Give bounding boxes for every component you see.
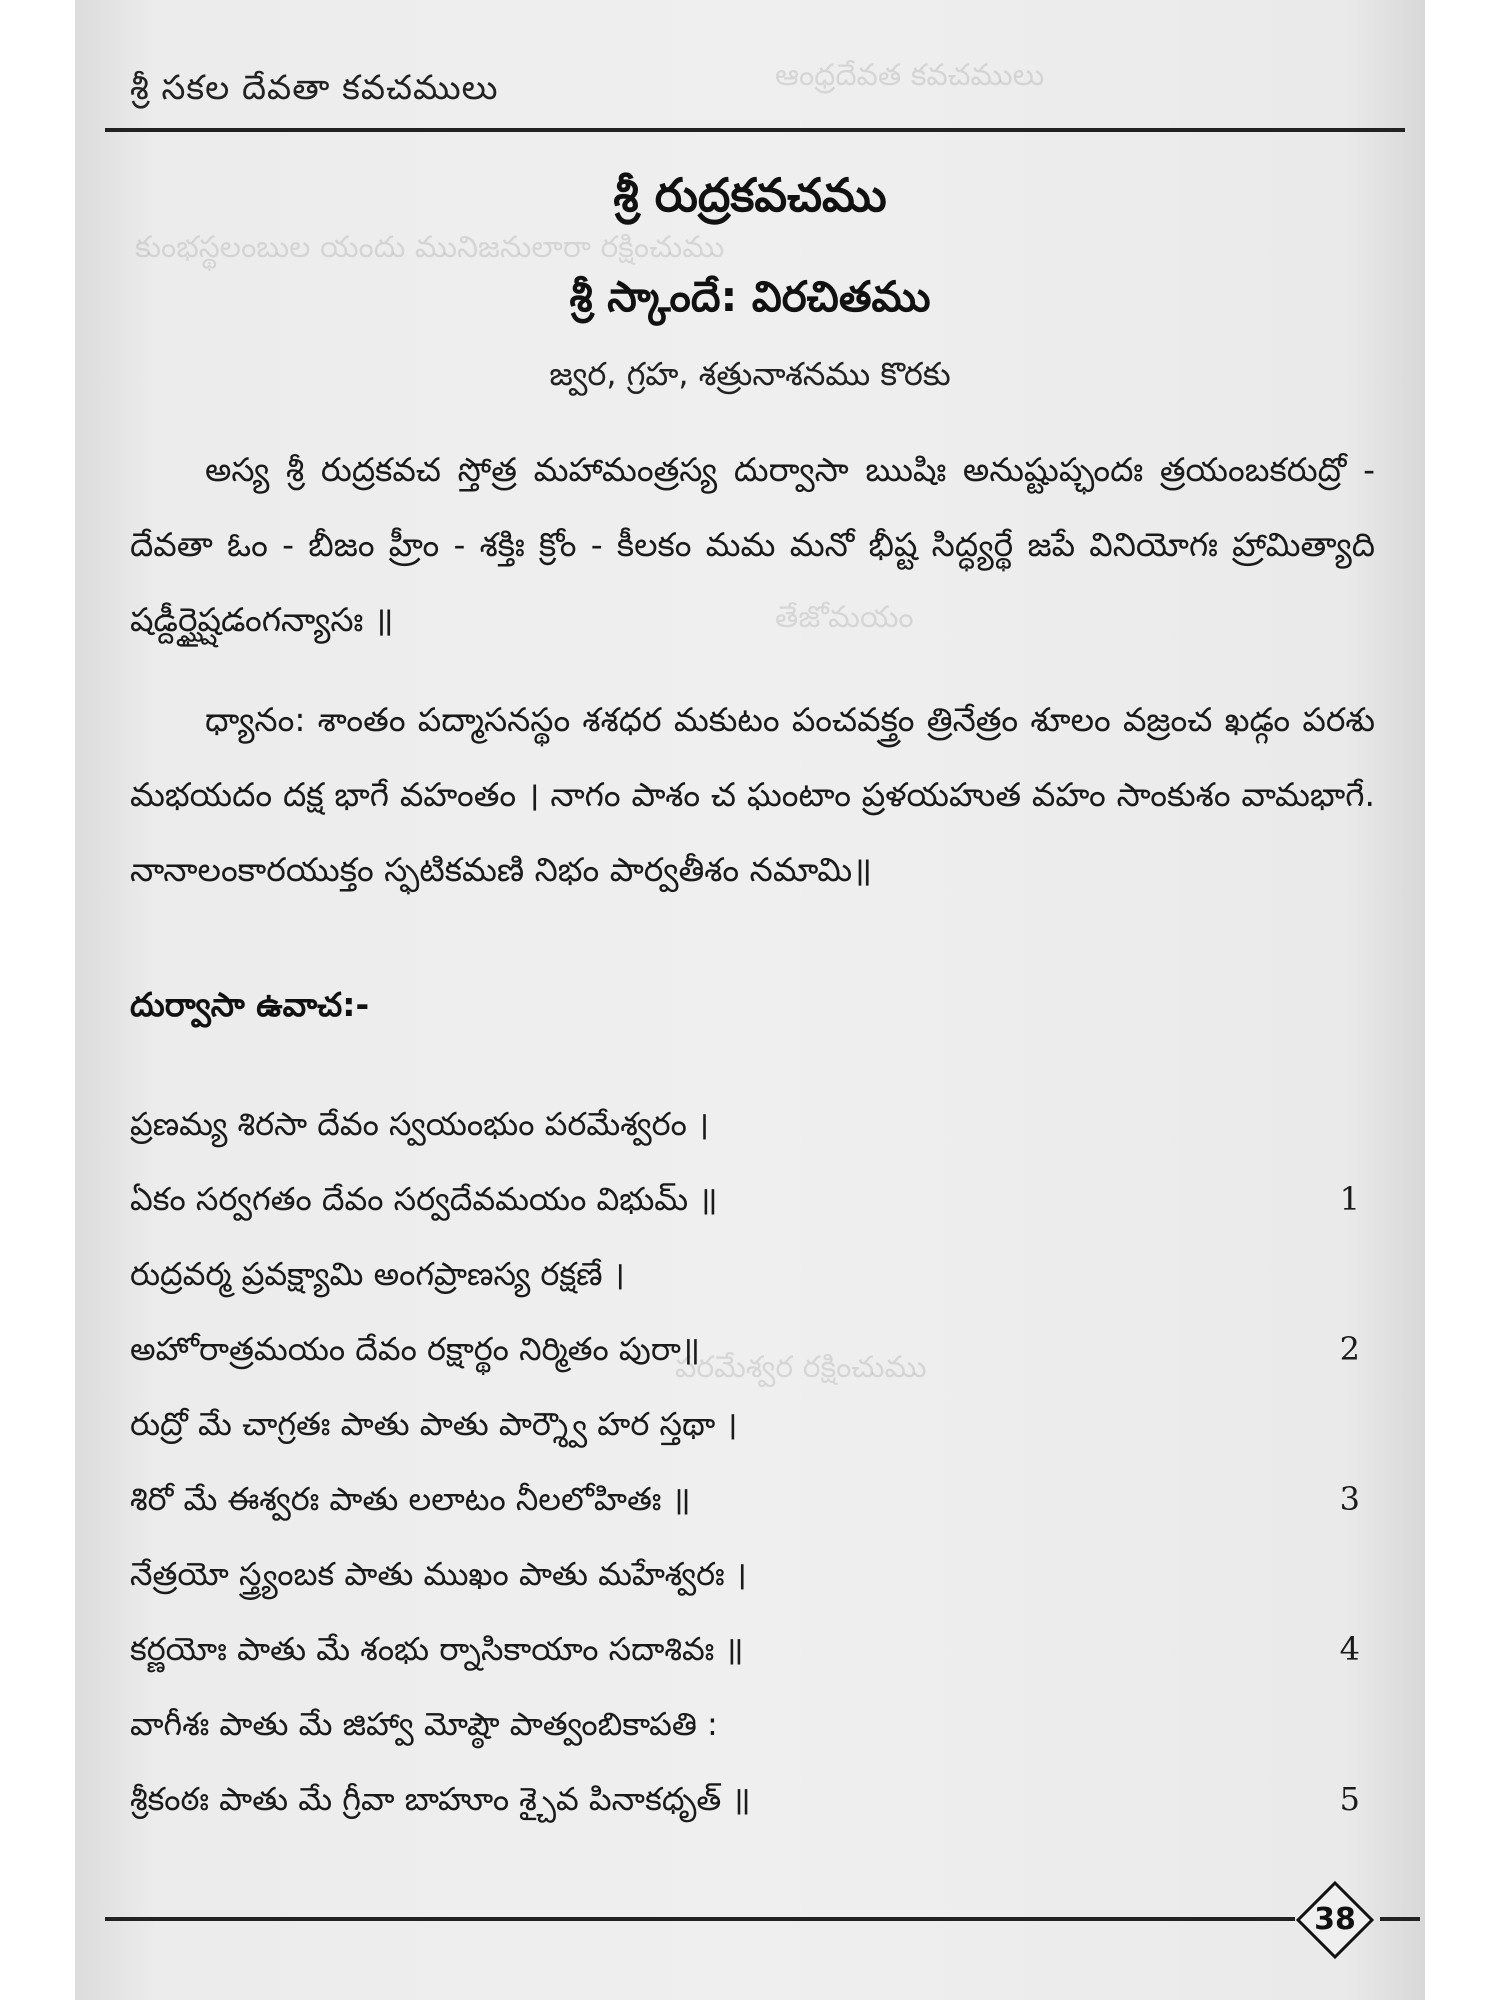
verse-line bbox=[130, 1255, 1380, 1315]
verse-line bbox=[130, 1180, 1380, 1240]
verse-line bbox=[130, 1480, 1380, 1540]
verse-text: శ్రీకంఠః పాతు మే గ్రీవా బాహూం శ్చైవ పినాకధృత్ ॥ bbox=[130, 1780, 751, 1818]
verse-number: 4 bbox=[1339, 1630, 1360, 1668]
page-number: 38 bbox=[1314, 1902, 1356, 1937]
verse-text: రుద్రో మే చాగ్రతః పాతు పాతు పార్శ్వౌ హర స్తథా । bbox=[130, 1405, 738, 1443]
verse-text: అహోరాత్రమయం దేవం రక్షార్థం నిర్మితం పురా॥ bbox=[130, 1330, 701, 1368]
verse-line bbox=[130, 1405, 1380, 1465]
show-through-text: ఆంధ్రదేవత కవచములు bbox=[775, 58, 1045, 93]
verse-text: శిరో మే ఈశ్వరః పాతు లలాటం నీలలోహితః ॥ bbox=[130, 1480, 691, 1518]
show-through-text: పరమేశ్వర రక్షించుము bbox=[675, 1350, 927, 1385]
verse-text: కర్ణయోః పాతు మే శంభు ర్నాసికాయాం సదాశివః ॥ bbox=[130, 1630, 744, 1668]
verse-line bbox=[130, 1330, 1380, 1390]
verse-line bbox=[130, 1705, 1380, 1765]
verse-line bbox=[130, 1555, 1380, 1615]
verse-number: 2 bbox=[1339, 1330, 1360, 1368]
verse-text: వాగీశః పాతు మే జిహ్వా మోష్ఠౌ పాత్వంబికాపతి : bbox=[130, 1705, 718, 1743]
viniyoga-paragraph: అస్య శ్రీ రుద్రకవచ స్తోత్ర మహామంత్రస్య దుర్వాసా ఋషిః అనుష్టుప్ఛందః త్రయంబకరుద్రో - దేవతా ఓం - బీజం హ్రీం - శక్తిః క్రోం - కీలకం మమ మనో భీష్ట సిద్ధ్యర్థే జపే వినియోగః హ్రామిత్యాది షడ్దీర్ఘైష్షడంగన్యాసః ॥ bbox=[130, 450, 1375, 639]
footer-rule bbox=[105, 1917, 1295, 1921]
verse-line bbox=[130, 1105, 1380, 1165]
hymn-title: శ్రీ రుద్రకవచము bbox=[613, 168, 887, 222]
verse-number: 3 bbox=[1339, 1480, 1360, 1518]
verse-text: నేత్రయో స్త్ర్యంబక పాతు ముఖం పాతు మహేశ్వరః । bbox=[130, 1555, 747, 1593]
verse-line bbox=[130, 1630, 1380, 1690]
running-title: శ్రీ సకల దేవతా కవచములు bbox=[130, 68, 499, 108]
book-page bbox=[75, 0, 1425, 2000]
show-through-text: కుంభస్థలంబుల యందు మునిజనులారా రక్షించుము bbox=[135, 230, 725, 265]
hymn-subtitle: శ్రీ స్కాందే: విరచితము bbox=[569, 272, 931, 321]
verse-text: ప్రణమ్య శిరసా దేవం స్వయంభుం పరమేశ్వరం । bbox=[130, 1105, 710, 1143]
verse-line bbox=[130, 1780, 1380, 1840]
footer-rule bbox=[1380, 1917, 1420, 1921]
verse-number: 5 bbox=[1339, 1780, 1360, 1818]
header-rule bbox=[105, 128, 1405, 132]
dhyanam-paragraph: ధ్యానం: శాంతం పద్మాసనస్థం శశధర మకుటం పంచవక్త్రం త్రినేత్రం శూలం వజ్రంచ ఖడ్గం పరశు మభయదం దక్ష భాగే వహంతం । నాగం పాశం చ ఘంటాం ప్రళయహుత వహం సాంకుశం వామభాగే. నానాలంకారయుక్తం స్ఫటికమణి నిభం పార్వతీశం నమామి॥ bbox=[130, 700, 1375, 889]
speaker-heading: దుర్వాసా ఉవాచ:- bbox=[130, 985, 370, 1024]
hymn-purpose: జ్వర, గ్రహ, శత్రునాశనము కొరకు bbox=[549, 355, 951, 393]
verse-text: ఏకం సర్వగతం దేవం సర్వదేవమయం విభుమ్ ॥ bbox=[130, 1180, 718, 1218]
page-number-badge bbox=[1295, 1880, 1375, 1960]
page-header bbox=[75, 58, 1425, 118]
verse-number: 1 bbox=[1339, 1180, 1360, 1218]
verse-text: రుద్రవర్మ ప్రవక్ష్యామి అంగప్రాణస్య రక్షణే । bbox=[130, 1255, 625, 1293]
show-through-text: తేజోమయం bbox=[775, 600, 914, 635]
